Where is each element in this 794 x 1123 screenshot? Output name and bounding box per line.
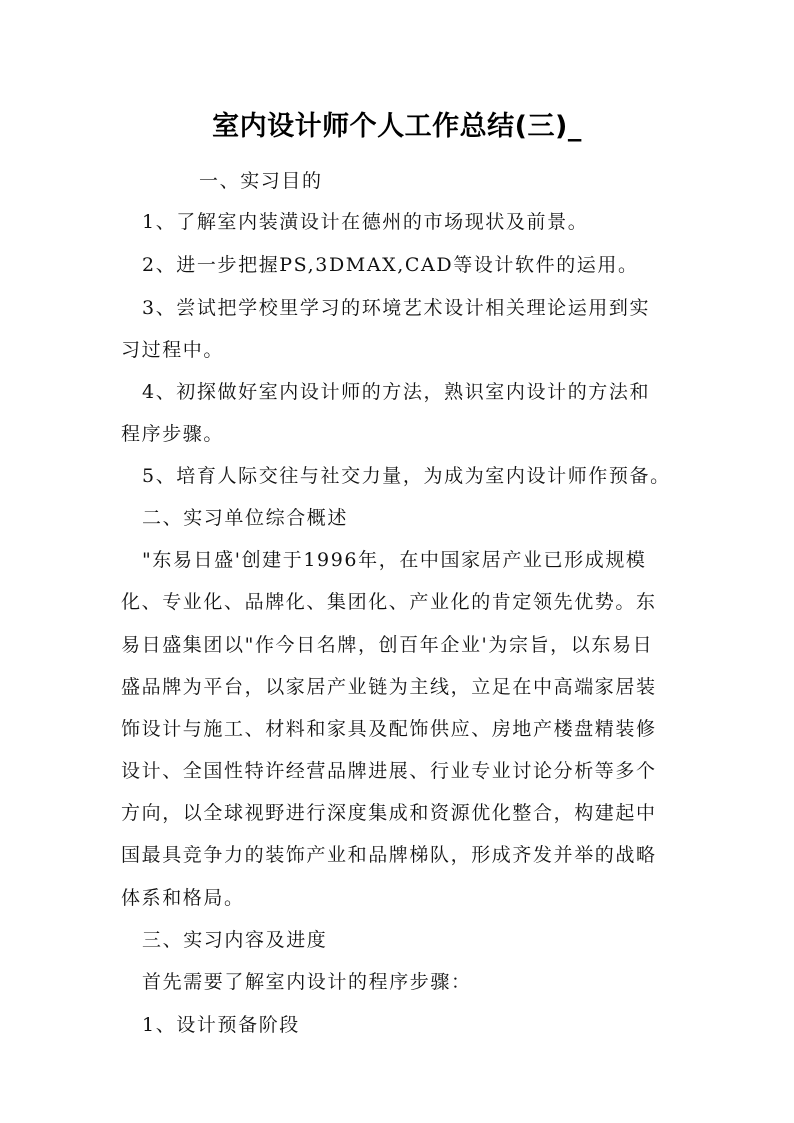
paragraph-line: 化、专业化、品牌化、集团化、产业化的肯定领先优势。东 (121, 591, 657, 613)
paragraph-line: 设计、全国性特许经营品牌进展、行业专业讨论分析等多个 (121, 760, 657, 782)
paragraph-line: 1、了解室内装潢设计在德州的市场现状及前景。 (142, 211, 589, 233)
document-title: 室内设计师个人工作总结(三)_ (212, 111, 582, 142)
paragraph-line: 首先需要了解室内设计的程序步骤： (142, 971, 472, 993)
paragraph-line: 程序步骤。 (121, 423, 225, 445)
paragraph-line: 方向，以全球视野进行深度集成和资源优化整合，构建起中 (121, 802, 657, 824)
section-heading: 一、实习目的 (199, 170, 323, 192)
paragraph-line: 国最具竞争力的装饰产业和品牌梯队，形成齐发并举的战略 (121, 844, 657, 866)
paragraph-line: 1、设计预备阶段 (142, 1014, 300, 1036)
section-heading: 二、实习单位综合概述 (142, 507, 349, 529)
paragraph-line: "东易日盛'创建于1996年，在中国家居产业已形成规模 (142, 549, 647, 571)
paragraph-line: 盛品牌为平台，以家居产业链为主线，立足在中高端家居装 (121, 676, 657, 698)
paragraph-line: 3、尝试把学校里学习的环境艺术设计相关理论运用到实 (142, 297, 651, 319)
paragraph-line: 4、初探做好室内设计师的方法，熟识室内设计的方法和 (142, 381, 651, 403)
paragraph-line: 体系和格局。 (121, 887, 245, 909)
paragraph-line: 饰设计与施工、材料和家具及配饰供应、房地产楼盘精装修 (121, 718, 657, 740)
paragraph-line: 2、进一步把握PS,3DMAX,CAD等设计软件的运用。 (142, 254, 639, 276)
paragraph-line: 5、培育人际交往与社交力量，为成为室内设计师作预备。 (142, 465, 671, 487)
paragraph-line: 易日盛集团以"作今日名牌，创百年企业'为宗旨，以东易日 (121, 634, 654, 656)
section-heading: 三、实习内容及进度 (142, 929, 328, 951)
paragraph-line: 习过程中。 (121, 339, 225, 361)
